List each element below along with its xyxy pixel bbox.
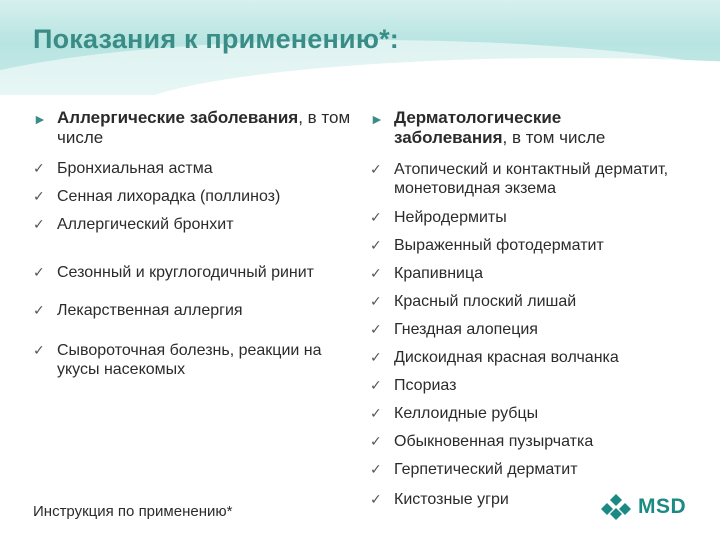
list-item	[370, 320, 690, 339]
check-icon: ✓	[33, 216, 45, 232]
check-icon: ✓	[370, 161, 382, 177]
list-item-label: Бронхиальная астма	[57, 160, 213, 177]
check-icon: ✓	[370, 237, 382, 253]
list-item-label: Сезонный и круглогодичный ринит	[57, 264, 315, 281]
check-icon: ✓	[370, 405, 382, 421]
check-icon: ✓	[370, 293, 382, 309]
list-item-label: Кистозные угри	[394, 491, 509, 508]
msd-logo-icon	[598, 493, 634, 521]
check-icon: ✓	[370, 265, 382, 281]
check-icon: ✓	[370, 461, 382, 477]
arrow-right-icon: ►	[33, 111, 47, 127]
logo-text: MSD	[638, 495, 687, 518]
list-item-label: Герпетический дерматит	[394, 461, 578, 478]
check-icon: ✓	[33, 160, 45, 176]
footer-note: Инструкция по применению*	[33, 503, 233, 520]
list-item	[370, 236, 690, 255]
list-item	[33, 159, 363, 178]
list-item-label: Сенная лихорадка (поллиноз)	[57, 188, 281, 205]
list-item	[370, 348, 690, 367]
left-heading-rest: , в том числе	[57, 108, 351, 147]
list-item	[370, 432, 690, 451]
list-item	[33, 341, 333, 379]
check-icon: ✓	[33, 342, 45, 358]
list-item-label: Сывороточная болезнь, реакции на укусы насекомых	[57, 342, 322, 378]
list-item-label: Атопический и контактный дерматит, монетовидная экзема	[394, 161, 669, 197]
list-item-label: Обыкновенная пузырчатка	[394, 433, 594, 450]
right-heading	[370, 108, 670, 148]
msd-logo	[598, 493, 686, 521]
list-item-label: Красный плоский лишай	[394, 293, 577, 310]
check-icon: ✓	[370, 209, 382, 225]
list-item-label: Келлоидные рубцы	[394, 405, 539, 422]
list-item	[370, 160, 675, 198]
left-heading-bold: Аллергические заболевания	[57, 108, 299, 127]
list-item-label: Аллергический бронхит	[57, 216, 234, 233]
right-heading-bold: Дерматологические заболевания	[394, 108, 562, 147]
check-icon: ✓	[33, 302, 45, 318]
list-item-label: Лекарственная аллергия	[57, 302, 243, 319]
list-item	[33, 263, 363, 282]
list-item-label: Псориаз	[394, 377, 457, 394]
list-item	[33, 215, 363, 234]
list-item-label: Выраженный фотодерматит	[394, 237, 604, 254]
check-icon: ✓	[33, 264, 45, 280]
left-heading	[33, 108, 363, 148]
list-item-label: Гнездная алопеция	[394, 321, 538, 338]
list-item	[370, 404, 690, 423]
list-item-label: Дискоидная красная волчанка	[394, 349, 619, 366]
left-column	[33, 108, 363, 438]
list-item	[33, 301, 363, 320]
list-item	[370, 460, 690, 479]
arrow-right-icon: ►	[370, 111, 384, 127]
list-item	[370, 292, 690, 311]
list-item-label: Нейродермиты	[394, 209, 507, 226]
check-icon: ✓	[33, 188, 45, 204]
check-icon: ✓	[370, 491, 382, 507]
header-banner	[0, 0, 720, 95]
check-icon: ✓	[370, 321, 382, 337]
check-icon: ✓	[370, 349, 382, 365]
right-column	[370, 108, 710, 518]
check-icon: ✓	[370, 433, 382, 449]
page-title: Показания к применению*:	[33, 24, 399, 54]
list-item	[370, 208, 690, 227]
list-item-label: Крапивница	[394, 265, 484, 282]
list-item	[370, 376, 690, 395]
right-heading-rest: , в том числе	[502, 128, 606, 147]
list-item	[33, 187, 363, 206]
list-item	[370, 264, 690, 283]
check-icon: ✓	[370, 377, 382, 393]
